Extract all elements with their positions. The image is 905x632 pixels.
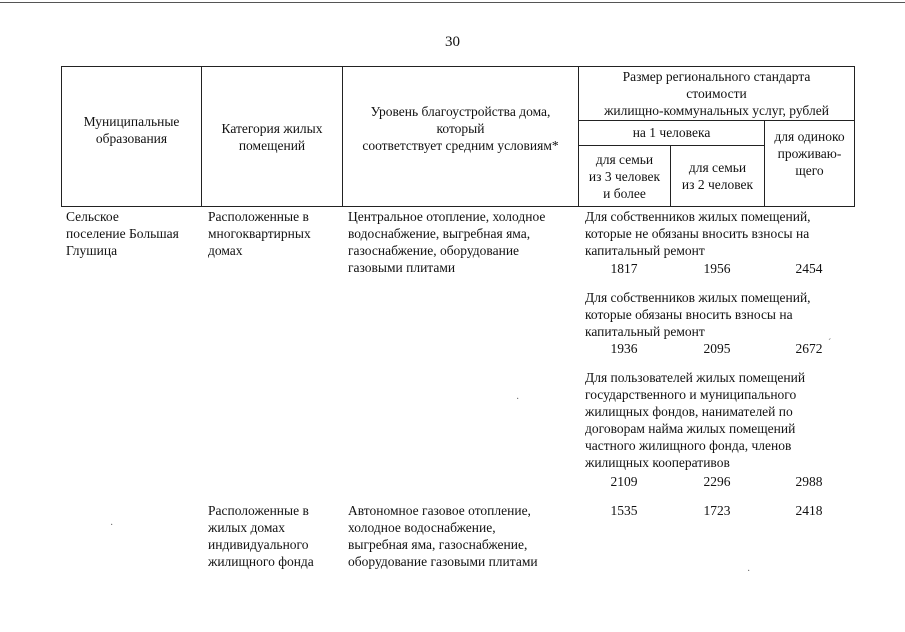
header-family3 [579, 151, 670, 202]
row2-level-line: выгребная яма, газоснабжение, [348, 537, 528, 552]
top-edge-line [0, 2, 905, 3]
header-family2 [671, 159, 764, 193]
page-number: 30 [445, 34, 460, 50]
group2-value-family2: 2095 [703, 341, 731, 356]
row2-category-line: жилых домах [208, 520, 286, 535]
row1-level [348, 208, 545, 276]
group1-label-line: которые не обязаны вносить взносы на [585, 226, 810, 241]
header-category-line: Категория жилых [221, 121, 323, 136]
row2-value-family2: 1723 [703, 503, 731, 518]
row1-category-line: многоквартирных [208, 226, 311, 241]
header-family2-line: для семьи [688, 160, 747, 175]
row1-municipal-line: Глушица [66, 243, 118, 258]
group1-label [585, 208, 811, 259]
header-family3-line: для семьи [595, 152, 654, 167]
group2-label-line: Для собственников жилых помещений, [585, 290, 811, 305]
group3-value-family2: 2296 [703, 474, 731, 489]
row2-level-line: оборудование газовыми плитами [348, 554, 538, 569]
table-top-border [61, 66, 854, 67]
table-right-border [854, 66, 855, 207]
row1-municipal [66, 208, 179, 259]
row2-category-line: Расположенные в [208, 503, 309, 518]
group2-value-single: 2672 [795, 341, 823, 356]
scan-speck: · [747, 566, 751, 577]
row2-value-single: 2418 [795, 503, 823, 518]
row1-level-line: газоснабжение, оборудование [348, 243, 520, 258]
group1-value-single: 2454 [795, 261, 823, 276]
header-level-line: соответствует средним условиям* [362, 138, 559, 153]
group3-label [585, 369, 805, 471]
header-family3-line: из 3 человек [588, 169, 661, 184]
row1-level-line: газовыми плитами [348, 260, 456, 275]
header-single-line: проживаю- [777, 146, 842, 161]
row2-level-line: Автономное газовое отопление, [348, 503, 531, 518]
group2-label-line: капитальный ремонт [585, 324, 705, 339]
header-standard [579, 68, 854, 119]
row1-level-line: водоснабжение, выгребная яма, [348, 226, 531, 241]
row2-category-line: индивидуального [208, 537, 309, 552]
row2-value-family3: 1535 [610, 503, 638, 518]
header-family2-line: из 2 человек [681, 177, 754, 192]
header-standard-line: стоимости [686, 86, 747, 101]
header-level [343, 103, 578, 154]
row1-category [208, 208, 311, 259]
header-municipal [62, 113, 201, 147]
group3-value-single: 2988 [795, 474, 823, 489]
row2-level-line: холодное водоснабжение, [348, 520, 496, 535]
row1-municipal-line: Сельское [66, 209, 119, 224]
scan-speck: · [516, 394, 520, 405]
group1-label-line: Для собственников жилых помещений, [585, 209, 811, 224]
per-person-sub-border [578, 145, 764, 146]
header-per-person: на 1 человека [632, 125, 711, 140]
row1-municipal-line: поселение Большая [66, 226, 179, 241]
header-bottom-border [61, 206, 854, 207]
group2-label-line: которые обязаны вносить взносы на [585, 307, 793, 322]
group3-label-line: Для пользователей жилых помещений [585, 370, 806, 385]
group2-value-family3: 1936 [610, 341, 638, 356]
row2-category [208, 502, 314, 570]
group3-label-line: жилищных кооперативов [585, 455, 730, 470]
group3-label-line: частного жилищного фонда, членов [585, 438, 792, 453]
row1-level-line: Центральное отопление, холодное [348, 209, 546, 224]
standard-sub-border [578, 120, 854, 121]
header-municipal-line: Муниципальные [83, 114, 180, 129]
group3-label-line: государственного и муниципального [585, 387, 797, 402]
row1-category-line: Расположенные в [208, 209, 309, 224]
group2-label [585, 289, 811, 340]
row2-category-line: жилищного фонда [208, 554, 314, 569]
header-single-line: щего [795, 163, 824, 178]
group1-value-family2: 1956 [703, 261, 731, 276]
header-level-line: который [436, 121, 485, 136]
scan-speck: ´ [828, 338, 832, 349]
header-single-line: для одиноко [774, 129, 845, 144]
row2-level [348, 502, 538, 570]
header-level-line: Уровень благоустройства дома, [370, 104, 551, 119]
header-standard-line: Размер регионального стандарта [622, 69, 811, 84]
header-family3-line: и более [603, 186, 646, 201]
row1-category-line: домах [208, 243, 243, 258]
group1-label-line: капитальный ремонт [585, 243, 705, 258]
group3-value-family3: 2109 [610, 474, 638, 489]
header-single [765, 128, 854, 179]
group1-value-family3: 1817 [610, 261, 638, 276]
header-municipal-line: образования [95, 131, 168, 146]
group3-label-line: жилищных фондов, нанимателей по [585, 404, 793, 419]
scan-speck: · [110, 520, 114, 531]
header-standard-line: жилищно-коммунальных услуг, рублей [604, 103, 829, 118]
group3-label-line: договорам найма жилых помещений [585, 421, 796, 436]
header-category [202, 120, 342, 154]
header-category-line: помещений [238, 138, 306, 153]
